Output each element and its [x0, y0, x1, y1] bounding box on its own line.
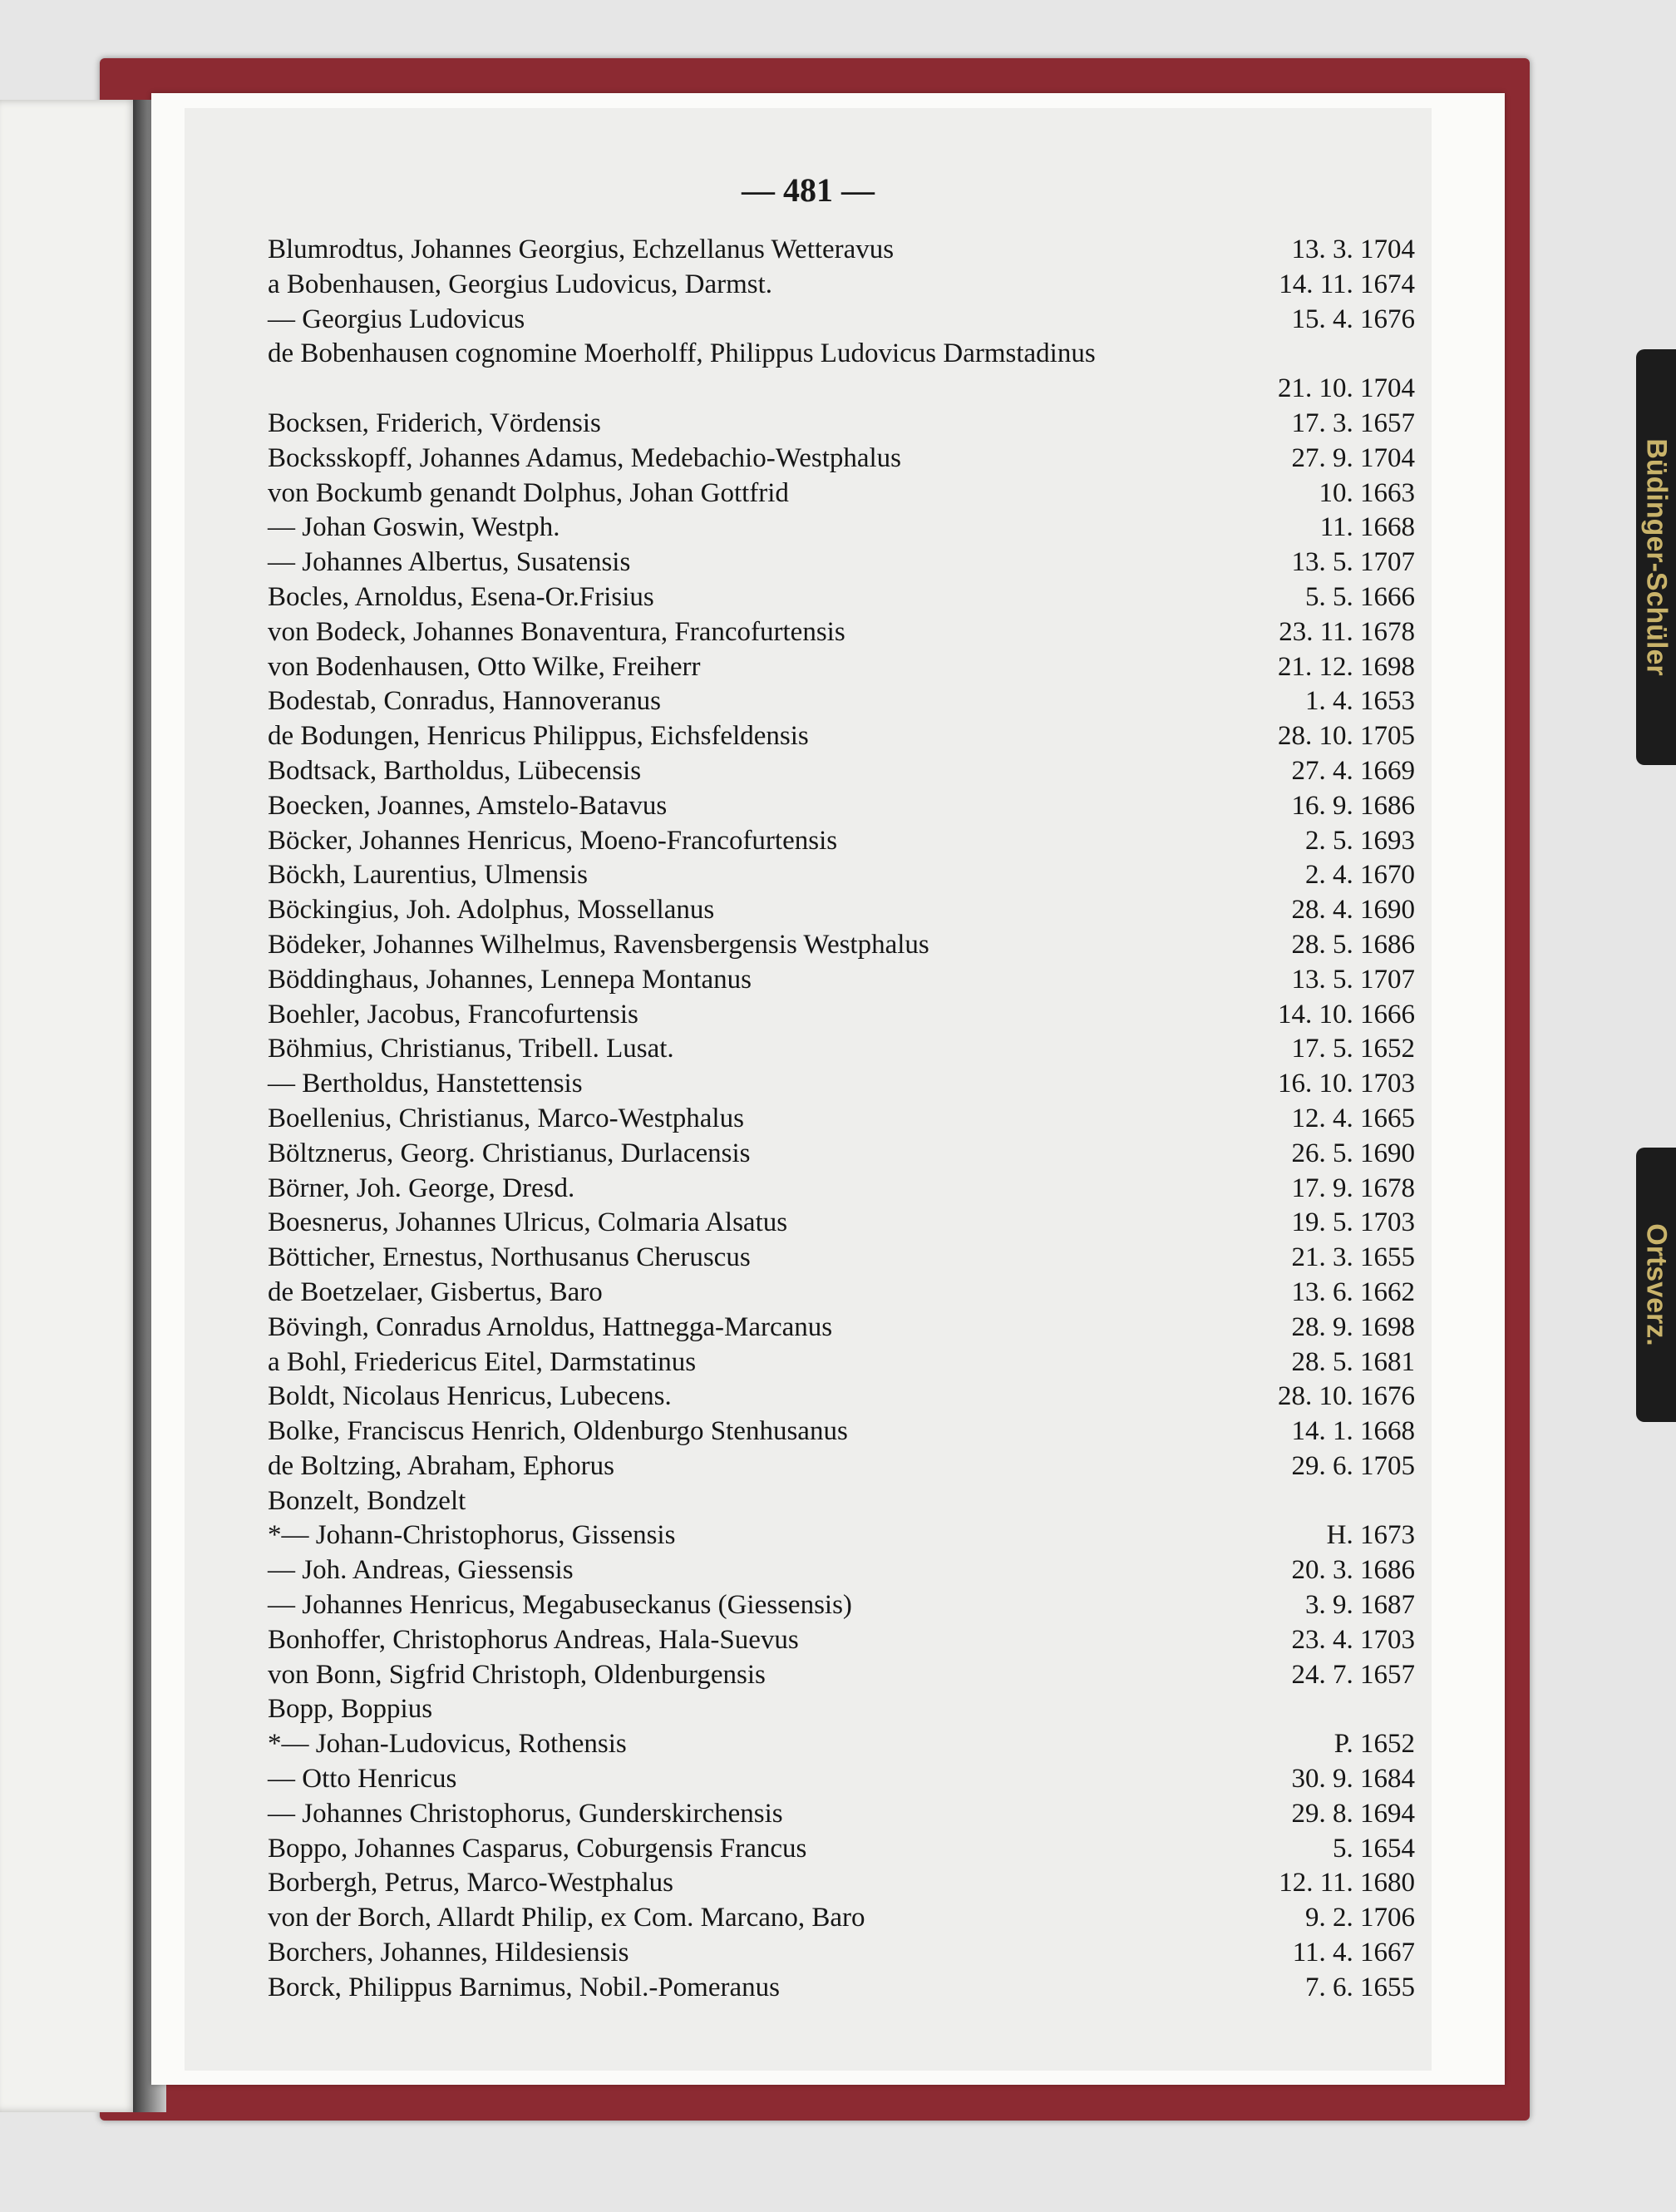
entry-date: 28. 9. 1698	[1291, 1311, 1415, 1342]
register-entry	[268, 233, 1415, 268]
entry-name: *— Johann-Christophorus, Gissensis	[268, 1520, 676, 1551]
entry-date: 5. 1654	[1333, 1833, 1415, 1864]
entry-name: Boppo, Johannes Casparus, Coburgensis Francus	[268, 1833, 807, 1864]
entry-date: 13. 6. 1662	[1291, 1276, 1415, 1307]
entry-name: Böltznerus, Georg. Christianus, Durlacensis	[268, 1138, 751, 1168]
register-entry	[268, 1553, 1415, 1588]
entry-name: — Johan Goswin, Westph.	[268, 512, 560, 543]
register-entry	[268, 407, 1415, 442]
register-entry	[268, 1172, 1415, 1207]
entry-date: 23. 11. 1678	[1279, 616, 1415, 647]
entry-name: *— Johan-Ludovicus, Rothensis	[268, 1729, 627, 1760]
register-entry	[268, 268, 1415, 303]
entry-name: Boesnerus, Johannes Ulricus, Colmaria Alsatus	[268, 1207, 788, 1238]
register-entry	[268, 1518, 1415, 1553]
entry-name: Bonhoffer, Christophorus Andreas, Hala-Suevus	[268, 1624, 799, 1655]
entry-name: de Boltzing, Abraham, Ephorus	[268, 1450, 615, 1481]
entry-name: Bocksen, Friderich, Vördensis	[268, 407, 601, 438]
entry-name: Böddinghaus, Johannes, Lennepa Montanus	[268, 964, 752, 995]
entry-name: von Bonn, Sigfrid Christoph, Oldenburgensis	[268, 1659, 766, 1690]
register-entry	[268, 372, 1415, 407]
entry-name: Bopp, Boppius	[268, 1694, 433, 1725]
entry-date: 29. 6. 1705	[1291, 1450, 1415, 1481]
register-entry	[268, 1588, 1415, 1623]
entry-date: 27. 9. 1704	[1291, 442, 1415, 473]
register-entry	[268, 1797, 1415, 1832]
register-entry	[268, 511, 1415, 546]
entry-date: 9. 2. 1706	[1305, 1903, 1415, 1933]
tab-bueudinger-schueler[interactable]	[1636, 349, 1676, 765]
entry-name: Bocksskopff, Johannes Adamus, Medebachio-Westphalus	[268, 442, 902, 473]
register-entry	[268, 998, 1415, 1033]
entry-date: 14. 1. 1668	[1291, 1416, 1415, 1447]
register-entry	[268, 580, 1415, 615]
register-entry	[268, 1345, 1415, 1380]
entry-name: von Bodenhausen, Otto Wilke, Freiherr	[268, 651, 701, 682]
register-entry	[268, 1449, 1415, 1484]
entry-date: 28. 10. 1705	[1278, 721, 1415, 752]
entry-name: Böckingius, Joh. Adolphus, Mossellanus	[268, 895, 715, 926]
entry-name: Bödeker, Johannes Wilhelmus, Ravensbergensis Westphalus	[268, 929, 929, 960]
entry-date: 7. 6. 1655	[1305, 1972, 1415, 2002]
register-entry	[268, 824, 1415, 859]
entry-name: Bocles, Arnoldus, Esena-Or.Frisius	[268, 581, 654, 612]
entry-name: Bötticher, Ernestus, Northusanus Cheruscus	[268, 1242, 751, 1273]
register-entry	[268, 476, 1415, 511]
register-entry	[268, 789, 1415, 824]
register-entry	[268, 1832, 1415, 1867]
register-entry	[268, 1032, 1415, 1067]
entry-date: 30. 9. 1684	[1291, 1764, 1415, 1795]
entry-name: Borck, Philippus Barnimus, Nobil.-Pomeranus	[268, 1972, 780, 2002]
entry-name: Boecken, Joannes, Amstelo-Batavus	[268, 790, 668, 821]
entry-date: 17. 5. 1652	[1291, 1034, 1415, 1064]
entry-name: — Bertholdus, Hanstettensis	[268, 1069, 583, 1099]
entry-name: Böcker, Johannes Henricus, Moeno-Francofurtensis	[268, 825, 838, 856]
entry-date: 11. 4. 1667	[1292, 1938, 1415, 1968]
entry-name: Boellenius, Christianus, Marco-Westphalus	[268, 1103, 744, 1133]
entry-date: 17. 9. 1678	[1291, 1173, 1415, 1203]
entry-date: 12. 4. 1665	[1291, 1103, 1415, 1133]
register-entry	[268, 615, 1415, 650]
entry-date: 15. 4. 1676	[1291, 304, 1415, 334]
entry-name: a Bobenhausen, Georgius Ludovicus, Darmst.	[268, 269, 773, 299]
register-entry	[268, 1276, 1415, 1311]
entry-name: de Bodungen, Henricus Philippus, Eichsfeldensis	[268, 721, 809, 752]
entry-name: — Johannes Henricus, Megabuseckanus (Giessensis)	[268, 1590, 852, 1621]
register-entry	[268, 1484, 1415, 1519]
entry-date: 5. 5. 1666	[1305, 581, 1415, 612]
register-entry	[268, 1415, 1415, 1449]
register-entry	[268, 1206, 1415, 1241]
entry-name: de Boetzelaer, Gisbertus, Baro	[268, 1276, 603, 1307]
entry-date: 14. 10. 1666	[1278, 999, 1415, 1029]
entry-name: — Joh. Andreas, Giessensis	[268, 1555, 574, 1586]
entry-name: Bodestab, Conradus, Hannoveranus	[268, 686, 661, 717]
entry-date: 21. 10. 1704	[1278, 373, 1415, 404]
tab-label: Ortsverz.	[1640, 1223, 1673, 1346]
register-entry	[268, 650, 1415, 685]
page-photo	[185, 108, 1432, 2071]
entry-date: 28. 5. 1686	[1291, 929, 1415, 960]
register-entry	[268, 1901, 1415, 1936]
register-entry	[268, 442, 1415, 476]
register-entry	[268, 1971, 1415, 2006]
book-page	[151, 93, 1505, 2085]
entry-date: 24. 7. 1657	[1291, 1659, 1415, 1690]
entry-name: Bolke, Franciscus Henrich, Oldenburgo Stenhusanus	[268, 1416, 848, 1447]
entry-date: 2. 4. 1670	[1305, 860, 1415, 891]
entry-date: 20. 3. 1686	[1291, 1555, 1415, 1586]
register-entry	[268, 684, 1415, 719]
register-entry	[268, 1311, 1415, 1345]
entry-name: — Johannes Albertus, Susatensis	[268, 547, 631, 578]
register-entry	[268, 1067, 1415, 1102]
register-entry	[268, 1727, 1415, 1762]
entry-name: von Bodeck, Johannes Bonaventura, Francofurtensis	[268, 616, 845, 647]
entry-name: Bonzelt, Bondzelt	[268, 1485, 466, 1516]
entry-date: 14. 11. 1674	[1279, 269, 1415, 299]
register-entry	[268, 1241, 1415, 1276]
entry-name: Börner, Joh. George, Dresd.	[268, 1173, 575, 1203]
entry-date: P. 1652	[1333, 1729, 1415, 1760]
register-entry	[268, 858, 1415, 893]
entry-date: 3. 9. 1687	[1305, 1590, 1415, 1621]
entry-name: von Bockumb genandt Dolphus, Johan Gottfrid	[268, 477, 789, 508]
entry-date: H. 1673	[1326, 1520, 1415, 1551]
entry-name: a Bohl, Friedericus Eitel, Darmstatinus	[268, 1346, 697, 1377]
entry-date: 23. 4. 1703	[1291, 1624, 1415, 1655]
left-page-edge	[0, 100, 137, 2112]
register-entry	[268, 928, 1415, 963]
register-entry	[268, 1623, 1415, 1658]
entry-date: 17. 3. 1657	[1291, 407, 1415, 438]
entry-name: Bövingh, Conradus Arnoldus, Hattnegga-Marcanus	[268, 1311, 833, 1342]
entry-name: von der Borch, Allardt Philip, ex Com. Marcano, Baro	[268, 1903, 865, 1933]
register-entries	[268, 233, 1415, 2006]
register-entry	[268, 337, 1415, 372]
entry-name: Bodtsack, Bartholdus, Lübecensis	[268, 755, 642, 786]
register-entry	[268, 1866, 1415, 1901]
entry-name: Blumrodtus, Johannes Georgius, Echzellanus Wetteravus	[268, 235, 895, 264]
entry-name: — Georgius Ludovicus	[268, 304, 525, 334]
page-number: — 481 —	[742, 171, 875, 209]
entry-date: 28. 5. 1681	[1291, 1346, 1415, 1377]
entry-name: Böhmius, Christianus, Tribell. Lusat.	[268, 1034, 674, 1064]
entry-date: 16. 9. 1686	[1291, 790, 1415, 821]
tab-label: Büdinger-Schüler	[1640, 438, 1673, 676]
register-entry	[268, 719, 1415, 754]
entry-date: 28. 4. 1690	[1291, 895, 1415, 926]
entry-name: Borchers, Johannes, Hildesiensis	[268, 1938, 629, 1968]
entry-date: 29. 8. 1694	[1291, 1798, 1415, 1829]
entry-name: Borbergh, Petrus, Marco-Westphalus	[268, 1868, 673, 1898]
entry-date: 12. 11. 1680	[1279, 1868, 1415, 1898]
register-entry	[268, 1936, 1415, 1971]
entry-date: 1. 4. 1653	[1305, 686, 1415, 717]
entry-name: Boehler, Jacobus, Francofurtensis	[268, 999, 638, 1029]
tab-ortsverz[interactable]	[1636, 1148, 1676, 1422]
register-entry	[268, 1762, 1415, 1797]
entry-date: 13. 5. 1707	[1291, 964, 1415, 995]
entry-date: 11. 1668	[1319, 512, 1415, 543]
register-entry	[268, 1380, 1415, 1415]
register-entry	[268, 303, 1415, 338]
entry-name: — Otto Henricus	[268, 1764, 457, 1795]
entry-name: Boldt, Nicolaus Henricus, Lubecens.	[268, 1381, 672, 1412]
entry-date: 21. 12. 1698	[1278, 651, 1415, 682]
register-entry	[268, 893, 1415, 928]
register-entry	[268, 963, 1415, 998]
register-entry	[268, 546, 1415, 580]
register-entry	[268, 1102, 1415, 1137]
entry-date: 27. 4. 1669	[1291, 755, 1415, 786]
entry-name: — Johannes Christophorus, Gunderskirchensis	[268, 1798, 783, 1829]
register-entry	[268, 1137, 1415, 1172]
entry-date: 13. 3. 1704	[1291, 235, 1415, 264]
entry-date: 10. 1663	[1319, 477, 1415, 508]
register-entry	[268, 754, 1415, 789]
entry-date: 13. 5. 1707	[1291, 547, 1415, 578]
entry-name: de Bobenhausen cognomine Moerholff, Philippus Ludovicus Darmstadinus	[268, 338, 1096, 369]
entry-date: 19. 5. 1703	[1291, 1207, 1415, 1238]
register-entry	[268, 1658, 1415, 1693]
entry-name: Böckh, Laurentius, Ulmensis	[268, 860, 588, 891]
entry-date: 28. 10. 1676	[1278, 1381, 1415, 1412]
register-entry	[268, 1692, 1415, 1727]
entry-date: 21. 3. 1655	[1291, 1242, 1415, 1273]
entry-date: 16. 10. 1703	[1278, 1069, 1415, 1099]
entry-date: 2. 5. 1693	[1305, 825, 1415, 856]
entry-date: 26. 5. 1690	[1291, 1138, 1415, 1168]
